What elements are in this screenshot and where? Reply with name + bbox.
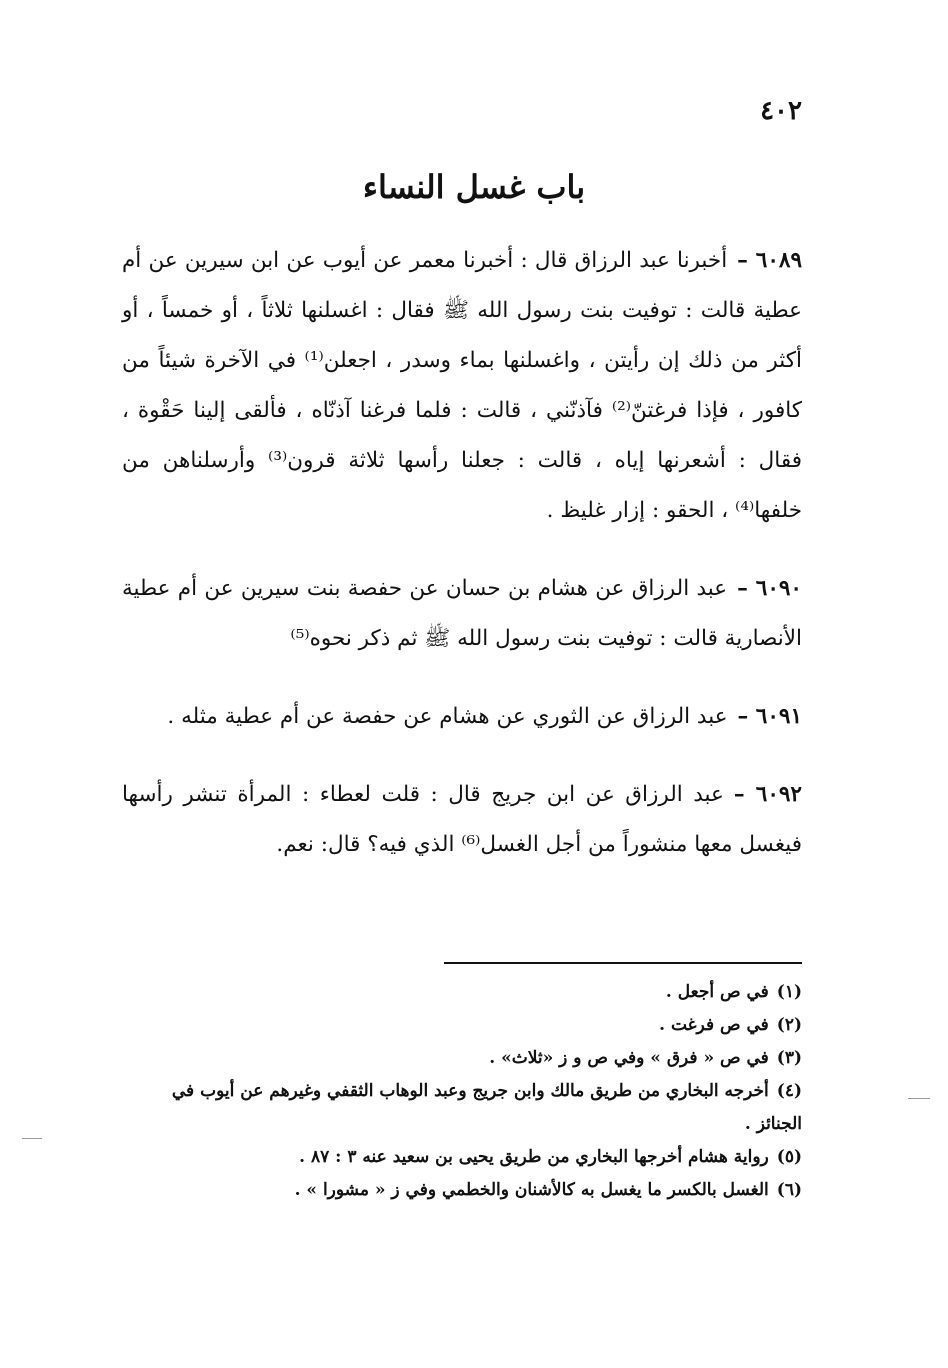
footnote-mark: (١) (776, 982, 802, 1002)
footnote-2 (122, 1009, 802, 1042)
footnote-5 (122, 1141, 802, 1174)
footnotes (122, 976, 802, 1207)
hadith-text: عبد الرزاق عن هشام بن حسان عن حفصة بنت سيرين عن أم عطية الأنصارية قالت : توفيت بنت رسول الله ﷺ ثم ذكر نحوه⁽⁵⁾ (122, 576, 802, 651)
hadith-text: أخبرنا عبد الرزاق قال : أخبرنا معمر عن أيوب عن ابن سيرين عن أم عطية قالت : توفيت بنت رسول الله ﷺ فقال : اغسلنها ثلاثاً ، أو خمساً ، أو أكثر من ذلك إن رأيتن ، واغسلنها بماء وسدر ، اجعلن⁽¹⁾ في الآخرة شيئاً من كافور ، فإذا فرغتنّ⁽²⁾ فآذنّني ، قالت : فلما فرغنا آذنّاه ، فألقى إلينا حَقْوة ، فقال : أشعرنها إياه ، قالت : جعلنا رأسها ثلاثة قرون⁽³⁾ وأرسلناهن من خلفها⁽⁴⁾ ، الحقو : إزار غليظ . (122, 248, 803, 523)
main-text (122, 236, 802, 898)
hadith-number: ٦٠٨٩ – (737, 248, 802, 273)
footnote-text: في ص فرغت . (659, 1015, 769, 1035)
hadith-number: ٦٠٩١ – (737, 704, 802, 729)
hadith-number: ٦٠٩٠ – (737, 576, 802, 601)
footnote-3 (122, 1042, 802, 1075)
footnote-text: في ص « فرق » وفي ص و ز «ثلاث» . (489, 1048, 769, 1068)
footnote-mark: (٣) (776, 1048, 802, 1068)
footnote-text: رواية هشام أخرجها البخاري من طريق يحيى بن سعيد عنه ٣ : ٨٧ . (299, 1147, 769, 1167)
hadith-6090 (122, 564, 802, 664)
chapter-title: باب غسل النساء (362, 168, 586, 206)
footnote-text: الغسل بالكسر ما يغسل به كالأشنان والخطمي وفي ز « مشورا » . (294, 1180, 769, 1200)
footnote-mark: (٢) (776, 1015, 802, 1035)
margin-mark-line (908, 1098, 930, 1099)
hadith-number: ٦٠٩٢ – (733, 782, 802, 807)
footnote-text: أخرجه البخاري من طريق مالك وابن جريج وعبد الوهاب الثقفي وغيرهم عن أيوب في الجنائز . (171, 1081, 802, 1134)
hadith-6091 (122, 692, 802, 742)
footnote-mark: (٤) (776, 1081, 802, 1101)
footnote-4 (122, 1075, 802, 1141)
footnote-1 (122, 976, 802, 1009)
footnote-6 (122, 1174, 802, 1207)
page-number: ٤٠٢ (760, 96, 802, 126)
hadith-6089 (122, 236, 802, 536)
footnote-mark: (٥) (776, 1147, 802, 1167)
footnote-mark: (٦) (776, 1180, 802, 1200)
hadith-text: عبد الرزاق عن ابن جريج قال : قلت لعطاء : المرأة تنشر رأسها فيغسل معها منشوراً من أجل الغسل⁽⁶⁾ الذي فيه؟ قال: نعم. (122, 782, 802, 857)
footnote-divider (444, 962, 802, 964)
hadith-text: عبد الرزاق عن الثوري عن هشام عن حفصة عن أم عطية مثله . (167, 704, 728, 729)
footnote-text: في ص أجعل . (665, 982, 769, 1002)
hadith-6092 (122, 770, 802, 870)
margin-mark-line (22, 1138, 42, 1139)
